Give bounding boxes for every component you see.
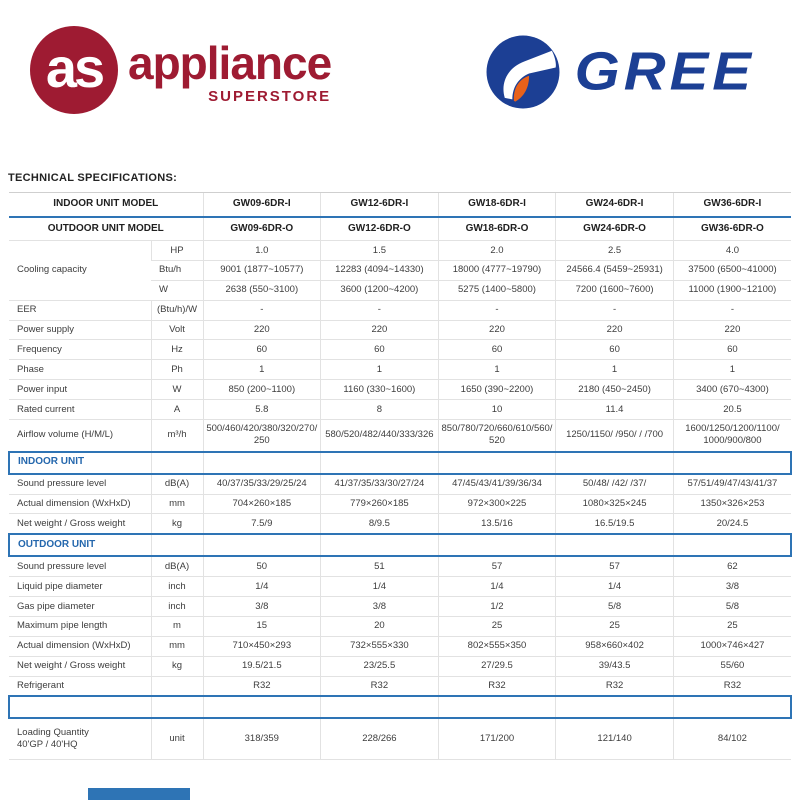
spec-row <box>9 616 791 636</box>
value-cell: 84/102 <box>673 718 791 759</box>
value-cell: R32 <box>438 676 556 696</box>
value-cell: 51 <box>321 556 439 576</box>
spec-label: Sound pressure level <box>9 556 151 576</box>
value-cell: 4.0 <box>673 241 791 261</box>
value-cell: - <box>203 300 321 320</box>
value-cell: 580/​520/​482/​440/​333/​326 <box>321 419 439 451</box>
value-cell: 1 <box>673 360 791 380</box>
unit-cell: W <box>151 380 203 400</box>
value-cell <box>556 696 674 718</box>
value-cell: 62 <box>673 556 791 576</box>
section-label <box>9 696 151 718</box>
spec-table-body <box>9 193 791 760</box>
value-cell: 1600/​1250/​1200/​1100/​1000/​900/​800 <box>673 419 791 451</box>
value-cell <box>438 452 556 474</box>
value-cell: 710×450×293 <box>203 636 321 656</box>
value-cell: 958×660×402 <box>556 636 674 656</box>
spec-label: Airflow volume (H/​M/​L) <box>9 419 151 451</box>
value-cell: 5.8 <box>203 400 321 420</box>
value-cell: 60 <box>556 340 674 360</box>
value-cell: 220 <box>556 320 674 340</box>
value-cell <box>203 534 321 556</box>
value-cell: 7.5/9 <box>203 514 321 534</box>
spec-row <box>9 514 791 534</box>
value-cell: 2638 (550~3100) <box>203 280 321 300</box>
value-cell: 220 <box>203 320 321 340</box>
value-cell: 27/29.5 <box>438 656 556 676</box>
spec-row <box>9 474 791 494</box>
value-cell: 8 <box>321 400 439 420</box>
value-cell: 57/​51/​49/​47/​43/​41/​37 <box>673 474 791 494</box>
unit-cell: unit <box>151 718 203 759</box>
value-cell: 19.5/21.5 <box>203 656 321 676</box>
value-cell: 50 <box>203 556 321 576</box>
unit-cell <box>151 534 203 556</box>
value-cell: 11.4 <box>556 400 674 420</box>
value-cell: 1/2 <box>438 597 556 617</box>
value-cell: 1080×325×245 <box>556 494 674 514</box>
spec-row <box>9 676 791 696</box>
value-cell: - <box>673 300 791 320</box>
spec-row <box>9 718 791 759</box>
spec-label: Net weight /​ Gross weight <box>9 514 151 534</box>
model-name-cell: GW18-6DR-O <box>438 217 556 241</box>
unit-cell: mm <box>151 636 203 656</box>
spec-label: Sound pressure level <box>9 474 151 494</box>
value-cell: 60 <box>438 340 556 360</box>
spec-label: Frequency <box>9 340 151 360</box>
value-cell: 500/​460/​420/​380/​320/​270/​250 <box>203 419 321 451</box>
value-cell: 40/​37/​35/​33/​29/​25/​24 <box>203 474 321 494</box>
value-cell: 704×260×185 <box>203 494 321 514</box>
value-cell: 12283 (4094~14330) <box>321 260 439 280</box>
value-cell: 11000 (1900~12100) <box>673 280 791 300</box>
as-logo-words <box>128 36 332 105</box>
gree-logo <box>485 34 755 110</box>
logo-row <box>0 0 800 150</box>
value-cell: 9001 (1877~10577) <box>203 260 321 280</box>
spec-row <box>9 320 791 340</box>
value-cell: 318/359 <box>203 718 321 759</box>
spec-table <box>8 192 792 760</box>
model-name-cell: GW12-6DR-I <box>321 193 439 217</box>
value-cell <box>438 534 556 556</box>
value-cell: - <box>438 300 556 320</box>
value-cell: 1160 (330~1600) <box>321 380 439 400</box>
unit-cell: dB(A) <box>151 556 203 576</box>
model-name-cell: GW24-6DR-I <box>556 193 674 217</box>
spec-row <box>9 636 791 656</box>
value-cell: 1/4 <box>203 577 321 597</box>
spec-label: Maximum pipe length <box>9 616 151 636</box>
value-cell: 20/24.5 <box>673 514 791 534</box>
model-header-label: OUTDOOR UNIT MODEL <box>9 217 203 241</box>
unit-cell: Btu/h <box>151 260 203 280</box>
unit-cell: m <box>151 616 203 636</box>
spec-row <box>9 419 791 451</box>
spec-row <box>9 556 791 576</box>
value-cell <box>321 452 439 474</box>
value-cell: 1.5 <box>321 241 439 261</box>
value-cell <box>203 452 321 474</box>
value-cell: 15 <box>203 616 321 636</box>
unit-cell: m³/h <box>151 419 203 451</box>
section-row <box>9 534 791 556</box>
spec-label: EER <box>9 300 151 320</box>
value-cell <box>556 534 674 556</box>
spec-label: Power supply <box>9 320 151 340</box>
page-title: TECHNICAL SPECIFICATIONS: <box>8 172 178 184</box>
value-cell: 171/200 <box>438 718 556 759</box>
model-header-row <box>9 193 791 217</box>
model-header-label: INDOOR UNIT MODEL <box>9 193 203 217</box>
gree-mark-icon <box>485 34 561 110</box>
value-cell: 50/48/ /42/ /37/ <box>556 474 674 494</box>
value-cell: R32 <box>673 676 791 696</box>
value-cell: 39/43.5 <box>556 656 674 676</box>
value-cell: 3600 (1200~4200) <box>321 280 439 300</box>
spec-label: Liquid pipe diameter <box>9 577 151 597</box>
value-cell <box>673 452 791 474</box>
spec-row <box>9 241 791 261</box>
spec-row <box>9 300 791 320</box>
value-cell <box>556 452 674 474</box>
unit-cell: Volt <box>151 320 203 340</box>
value-cell: 25 <box>438 616 556 636</box>
value-cell: 972×300×225 <box>438 494 556 514</box>
value-cell: 1/4 <box>321 577 439 597</box>
spec-label: Refrigerant <box>9 676 151 696</box>
value-cell: 1/4 <box>438 577 556 597</box>
model-name-cell: GW18-6DR-I <box>438 193 556 217</box>
value-cell: - <box>556 300 674 320</box>
value-cell <box>203 696 321 718</box>
value-cell: 3/8 <box>673 577 791 597</box>
value-cell: R32 <box>556 676 674 696</box>
value-cell: 25 <box>556 616 674 636</box>
model-name-cell: GW09-6DR-I <box>203 193 321 217</box>
bottom-blue-bar <box>88 788 190 800</box>
value-cell: 220 <box>321 320 439 340</box>
appliance-wordmark: appliance <box>128 36 332 89</box>
value-cell: 13.5/16 <box>438 514 556 534</box>
spec-row <box>9 494 791 514</box>
value-cell: 220 <box>438 320 556 340</box>
value-cell: 1250/​1150/​ /​950/​ /​ /​700 <box>556 419 674 451</box>
unit-cell: kg <box>151 514 203 534</box>
gree-wordmark: GREE <box>574 41 755 102</box>
unit-cell: dB(A) <box>151 474 203 494</box>
unit-cell: A <box>151 400 203 420</box>
spec-row <box>9 340 791 360</box>
spec-row <box>9 577 791 597</box>
value-cell: 60 <box>321 340 439 360</box>
value-cell: 10 <box>438 400 556 420</box>
unit-cell: (Btu/h)/W <box>151 300 203 320</box>
value-cell: 60 <box>673 340 791 360</box>
value-cell: 121/140 <box>556 718 674 759</box>
model-header-row <box>9 217 791 241</box>
value-cell: 55/60 <box>673 656 791 676</box>
unit-cell: inch <box>151 597 203 617</box>
value-cell: 5/8 <box>556 597 674 617</box>
spec-row <box>9 656 791 676</box>
model-name-cell: GW09-6DR-O <box>203 217 321 241</box>
value-cell: 1 <box>203 360 321 380</box>
value-cell: 57 <box>556 556 674 576</box>
value-cell: 3/8 <box>321 597 439 617</box>
unit-cell: kg <box>151 656 203 676</box>
value-cell: 7200 (1600~7600) <box>556 280 674 300</box>
value-cell: 25 <box>673 616 791 636</box>
value-cell: 1 <box>321 360 439 380</box>
model-name-cell: GW12-6DR-O <box>321 217 439 241</box>
model-name-cell: GW36-6DR-I <box>673 193 791 217</box>
value-cell: 18000 (4777~19790) <box>438 260 556 280</box>
value-cell: 20 <box>321 616 439 636</box>
value-cell: 850/​780/​720/​660/​610/​560/​520 <box>438 419 556 451</box>
unit-cell: inch <box>151 577 203 597</box>
spec-label: Rated current <box>9 400 151 420</box>
value-cell: 228/266 <box>321 718 439 759</box>
value-cell: 850 (200~1100) <box>203 380 321 400</box>
value-cell: 1/4 <box>556 577 674 597</box>
value-cell: 1 <box>438 360 556 380</box>
value-cell: 16.5/19.5 <box>556 514 674 534</box>
value-cell: 779×260×185 <box>321 494 439 514</box>
unit-cell: mm <box>151 494 203 514</box>
value-cell <box>673 696 791 718</box>
value-cell: 1350×326×253 <box>673 494 791 514</box>
section-label: OUTDOOR UNIT <box>9 534 151 556</box>
spec-row <box>9 597 791 617</box>
spec-label: Cooling capacity <box>9 241 151 301</box>
section-label: INDOOR UNIT <box>9 452 151 474</box>
unit-cell <box>151 676 203 696</box>
unit-cell: W <box>151 280 203 300</box>
value-cell: 2.5 <box>556 241 674 261</box>
section-row <box>9 452 791 474</box>
value-cell: R32 <box>321 676 439 696</box>
value-cell <box>321 696 439 718</box>
spec-label: Gas pipe diameter <box>9 597 151 617</box>
spec-row <box>9 360 791 380</box>
unit-cell <box>151 696 203 718</box>
value-cell: 60 <box>203 340 321 360</box>
value-cell: 5275 (1400~5800) <box>438 280 556 300</box>
value-cell: 3400 (670~4300) <box>673 380 791 400</box>
as-monogram-icon: as <box>30 26 118 114</box>
model-name-cell: GW36-6DR-O <box>673 217 791 241</box>
value-cell: 24566.4 (5459~25931) <box>556 260 674 280</box>
spec-label: Net weight /​ Gross weight <box>9 656 151 676</box>
value-cell: 8/9.5 <box>321 514 439 534</box>
value-cell <box>321 534 439 556</box>
spec-row <box>9 380 791 400</box>
value-cell <box>438 696 556 718</box>
value-cell: 20.5 <box>673 400 791 420</box>
unit-cell <box>151 452 203 474</box>
value-cell: 41/​37/​35/​33/​30/​27/​24 <box>321 474 439 494</box>
value-cell: 1 <box>556 360 674 380</box>
value-cell: 220 <box>673 320 791 340</box>
spec-row <box>9 400 791 420</box>
spec-label: Loading Quantity 40'GP / 40'HQ <box>9 718 151 759</box>
unit-cell: HP <box>151 241 203 261</box>
unit-cell: Ph <box>151 360 203 380</box>
value-cell: 5/8 <box>673 597 791 617</box>
value-cell: - <box>321 300 439 320</box>
value-cell: 732×555×330 <box>321 636 439 656</box>
value-cell: 23/25.5 <box>321 656 439 676</box>
appliance-superstore-logo <box>30 26 331 114</box>
section-row <box>9 696 791 718</box>
spec-label: Power input <box>9 380 151 400</box>
spec-label: Phase <box>9 360 151 380</box>
value-cell: 3/8 <box>203 597 321 617</box>
value-cell: 2.0 <box>438 241 556 261</box>
spec-label: Actual dimension (WxHxD) <box>9 636 151 656</box>
value-cell: 1.0 <box>203 241 321 261</box>
unit-cell: Hz <box>151 340 203 360</box>
value-cell <box>673 534 791 556</box>
value-cell: 47/​45/​43/​41/​39/​36/​34 <box>438 474 556 494</box>
value-cell: 1650 (390~2200) <box>438 380 556 400</box>
value-cell: R32 <box>203 676 321 696</box>
value-cell: 2180 (450~2450) <box>556 380 674 400</box>
value-cell: 1000×746×427 <box>673 636 791 656</box>
spec-label: Actual dimension (WxHxD) <box>9 494 151 514</box>
model-name-cell: GW24-6DR-O <box>556 217 674 241</box>
value-cell: 802×555×350 <box>438 636 556 656</box>
value-cell: 37500 (6500~41000) <box>673 260 791 280</box>
superstore-wordmark: SUPERSTORE <box>208 87 332 105</box>
value-cell: 57 <box>438 556 556 576</box>
